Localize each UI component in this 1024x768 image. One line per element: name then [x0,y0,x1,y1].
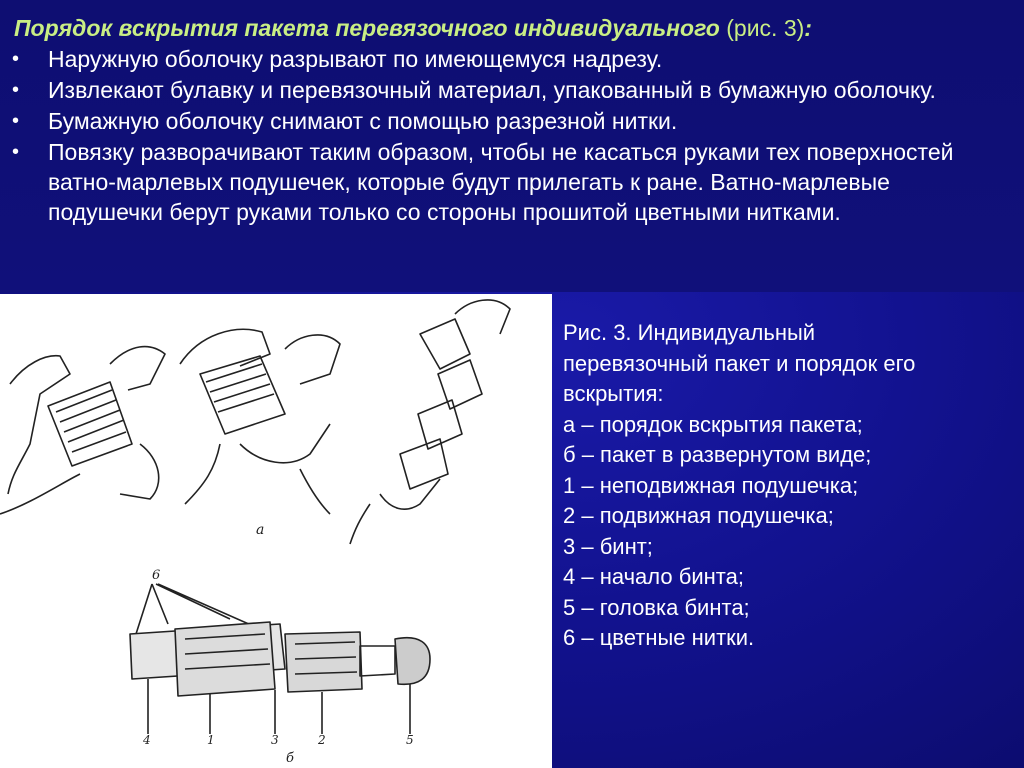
figure-label-3: 3 [271,733,279,747]
heading-figure-ref: (рис. 3) [726,15,805,41]
caption-line: 3 – бинт; [563,533,653,559]
caption-line: 1 – неподвижная подушечка; [563,472,859,498]
caption-line: Рис. 3. Индивидуальный [563,320,816,345]
hands-opening-sketch [0,300,510,544]
caption-line: б – пакет в развернутом виде; [563,442,872,467]
bullet-item [0,75,1010,105]
slide-heading [14,14,1014,42]
bullet-text: Бумажную оболочку снимают с помощью разрезной нитки. [48,108,678,134]
bullet-item [0,106,1010,136]
caption-line: а – порядок вскрытия пакета; [563,411,863,437]
figure-illustration [0,294,552,768]
dressing-package-drawing [0,294,552,768]
caption-line: 6 – цветные нитки. [563,625,755,650]
bullet-dot: • [12,110,20,132]
bullet-text: Повязку разворачивают таким образом, чтобы не касаться руками тех поверхностей ватно-марлевых подушечек, которые будут прилегать к ране. Ватно-марлевые подушечки берут руками только со стороны прошитой цветными нитками. [48,139,954,225]
bullet-dot: • [12,48,20,70]
figure-label-4: 4 [143,733,151,747]
caption-line: вскрытия: [563,381,664,406]
bullet-list [0,44,1010,228]
unrolled-package-sketch [130,568,430,766]
bullet-text: Извлекают булавку и перевязочный материал, упакованный в бумажную оболочку. [48,77,936,103]
bullet-item [0,137,1010,227]
caption-line: перевязочный пакет и порядок его [563,350,916,376]
bullet-text: Наружную оболочку разрывают по имеющемуся надрезу. [48,46,663,72]
figure-label-1: 1 [207,733,215,747]
figure-label-a: а [256,522,265,538]
heading-colon: : [804,15,812,41]
bullet-dot: • [12,141,20,163]
caption-line: 2 – подвижная подушечка; [563,503,834,528]
caption-line: 4 – начало бинта; [563,564,744,589]
figure-caption [563,318,1013,654]
heading-title: Порядок вскрытия пакета перевязочного индивидуального [14,15,720,41]
figure-label-5: 5 [406,733,414,747]
bullet-dot: • [12,79,20,101]
figure-label-6: 6 [152,568,161,583]
bullet-item [0,44,1010,74]
caption-line: 5 – головка бинта; [563,594,750,620]
figure-label-b: б [286,751,294,766]
figure-label-2: 2 [318,733,326,747]
